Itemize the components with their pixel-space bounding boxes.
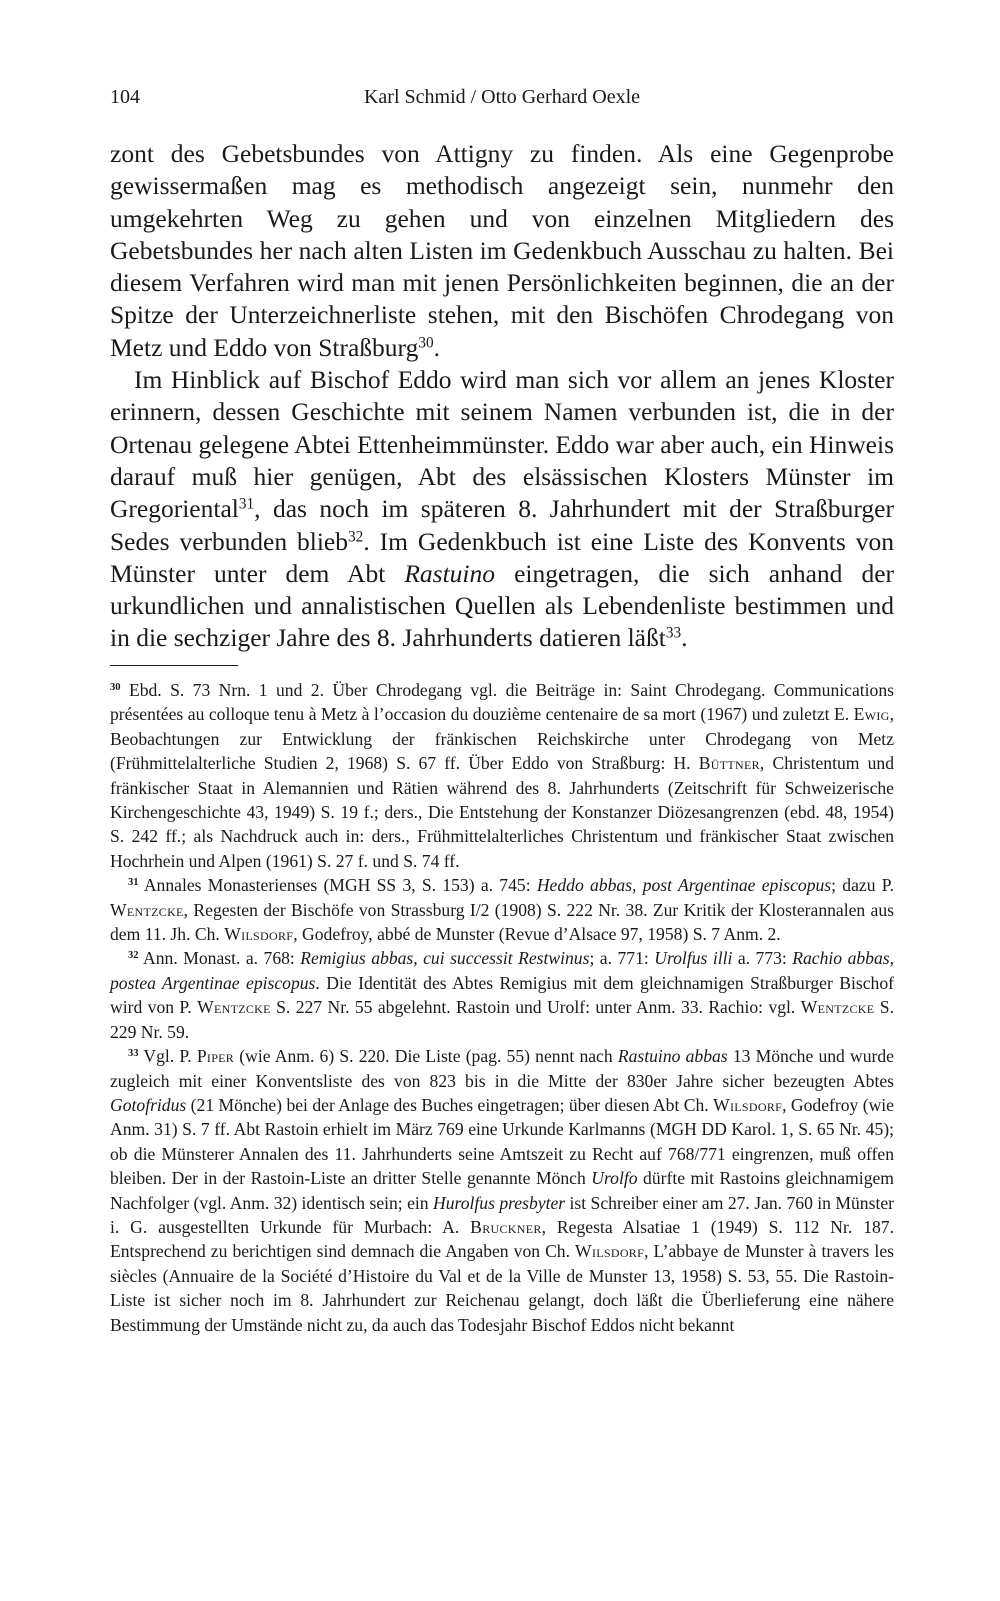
footnote-30 bbox=[110, 678, 894, 873]
author-name: Wilsdorf bbox=[575, 1241, 645, 1262]
italic-name: Rastuino bbox=[404, 558, 496, 588]
footnote-ref-30: 30 bbox=[418, 334, 434, 352]
author-name: Wilsdorf bbox=[713, 1094, 783, 1115]
body-text bbox=[110, 138, 894, 655]
author-name: Ewig bbox=[853, 704, 890, 725]
text-run: S. 227 Nr. 55 abgelehnt. Rastoin und Urolf: unter Anm. 33. Rachio: vgl. bbox=[270, 997, 801, 1018]
text-run: , Godefroy, abbé de Munster (Revue d’Alsace 97, 1958) S. 7 Anm. 2. bbox=[293, 924, 781, 945]
text-run: . Die Identität des Abtes Remigius mit dem gleichnamigen Straßburger Bischof wird von P. bbox=[110, 972, 894, 1018]
italic-quote: Urolfo bbox=[591, 1168, 638, 1189]
text-run: . bbox=[681, 623, 688, 653]
text-run: Annales Monasterienses (MGH SS 3, S. 153) a. 745: bbox=[138, 875, 537, 896]
text-run: eingetragen, die sich anhand der urkundlichen und annalistischen Quellen als Lebendenliste bestimmen und in die sechziger Jahre des 8. Jahrhunderts datieren läßt bbox=[110, 558, 895, 653]
text-run: zont des Gebetsbundes von Attigny zu finden. Als eine Gegenprobe gewissermaßen mag es methodisch angezeigt sein, nunmehr den umgekehrten Weg zu gehen und von einzelnen Mitgliedern des Gebetsbundes her nach alten Listen im Gedenkbuch Ausschau zu halten. Bei diesem Verfahren wird man mit jenen Persönlichkeiten beginnen, die an der Spitze der Unterzeichnerliste stehen, mit den Bischöfen Chrodegang von Metz und Eddo von Straßburg bbox=[110, 139, 894, 362]
text-run: , Christentum und fränkischer Staat in Alemannien und Rätien während des 8. Jahrhunderts (Zeitschrift für Schweizerische Kirchengeschichte 43, 1949) S. 19 f.; ders., Die Entstehung der Konstanzer Diözesangrenzen (ebd. 48, 1954) S. 242 ff.; als Nachdruck auch in: ders., Frühmittelalterliches Christentum und fränkischer Staat zwischen Hochrhein und Alpen (1961) S. 27 f. und S. 74 ff. bbox=[110, 753, 894, 871]
text-run: , Regesta Alsatiae 1 (1949) S. 112 Nr. 187. Entsprechend zu berichtigen sind demnach die Angaben von Ch. bbox=[110, 1216, 894, 1262]
text-run: a. 773: bbox=[732, 948, 793, 969]
running-header bbox=[110, 86, 894, 116]
footnote-32 bbox=[110, 946, 894, 1044]
footnote-33 bbox=[110, 1044, 894, 1337]
italic-quote: Urolfus illi bbox=[654, 948, 733, 969]
text-run: dürfte mit Rastoins gleichnamigem Nachfolger (vgl. Anm. 32) identisch sein; ein bbox=[110, 1168, 894, 1213]
running-title: Karl Schmid / Otto Gerhard Oexle bbox=[363, 86, 641, 108]
italic-quote: Rachio abbas, postea Argentinae episcopus bbox=[110, 948, 894, 993]
text-run: Ebd. S. 73 Nrn. 1 und 2. Über Chrodegang vgl. die Beiträge in: Saint Chrodegang. Communications présentées au colloque tenu à Metz à l’occasion du douzième centenaire de sa mort (1967) und zuletzt E. bbox=[110, 680, 894, 725]
text-run: , das noch im späteren 8. Jahrhundert mit der Straßburger Sedes verbunden blieb bbox=[110, 494, 894, 556]
italic-quote: Heddo abbas, post Argentinae episcopus bbox=[536, 875, 832, 896]
italic-quote: Gotofridus bbox=[110, 1094, 187, 1115]
author-name: Piper bbox=[196, 1046, 235, 1067]
text-run: . bbox=[433, 332, 441, 362]
text-run: , Regesten der Bischöfe von Strassburg I/2 (1908) S. 222 Nr. 38. Zur Kritik der Klosterannalen aus dem 11. Jh. Ch. bbox=[110, 899, 894, 945]
text-run: ; dazu P. bbox=[831, 875, 894, 896]
text-run: ; a. 771: bbox=[589, 948, 655, 969]
author-name: Wentzcke bbox=[800, 997, 875, 1018]
text-run: (21 Mönche) bei der Anlage des Buches eingetragen; über diesen Abt Ch. bbox=[186, 1094, 714, 1115]
text-run: Im Hinblick auf Bischof Eddo wird man sich vor allem an jenes Kloster erinnern, dessen Geschichte mit seinem Namen verbunden ist, die in der Ortenau gelegene Abtei Ettenheimmünster. Eddo war aber auch, ein Hinweis darauf muß hier genügen, Abt des elsässischen Klosters Münster im Gregoriental bbox=[110, 365, 894, 524]
text-run: S. 229 Nr. 59. bbox=[110, 997, 894, 1042]
text-run: , L’abbaye de Munster à travers les siècles (Annuaire de la Société d’Histoire du Val et de la Ville de Munster 13, 1958) S. 53, 55. Die Rastoin-Liste ist sicher noch im 8. Jahrhundert zur Reichenau gelangt, doch läßt die Überlieferung eine nähere Bestimmung der Umstände nicht zu, da auch das Todesjahr Bischof Eddos nicht bekannt bbox=[110, 1241, 894, 1335]
body-paragraph bbox=[110, 138, 894, 364]
author-name: Wilsdorf bbox=[224, 924, 294, 945]
footnotes bbox=[110, 678, 894, 1337]
body-paragraph bbox=[110, 364, 894, 655]
footnote-mark: 33 bbox=[128, 1048, 139, 1060]
italic-quote: Remigius abbas, cui successit Restwinus bbox=[300, 948, 590, 969]
footnote-divider bbox=[110, 665, 238, 666]
footnote-mark: 30 bbox=[110, 682, 121, 694]
text-run: ist Schreiber einer am 27. Jan. 760 in Münster i. G. ausgestellten Urkunde für Murbach: A. bbox=[110, 1192, 895, 1237]
author-name: Wentzcke bbox=[197, 997, 271, 1018]
page-number: 104 bbox=[110, 86, 140, 108]
italic-quote: Hurolfus presbyter bbox=[433, 1192, 566, 1213]
footnote-mark: 31 bbox=[128, 877, 139, 889]
author-name: Wentzcke bbox=[110, 899, 184, 920]
text-run: 13 Mönche und wurde zugleich mit einer Konventsliste des von 823 bis in die Mitte der 830er Jahre sicher bezeugten Abtes bbox=[110, 1046, 894, 1091]
author-name: Bruckner bbox=[470, 1216, 542, 1237]
text-run: Ann. Monast. a. 768: bbox=[138, 948, 301, 969]
footnote-31 bbox=[110, 873, 894, 946]
text-run: , Godefroy (wie Anm. 31) S. 7 ff. Abt Rastoin erhielt im März 769 eine Urkunde Karlmanns (MGH DD Karol. 1, S. 65 Nr. 45); ob die Münsterer Annalen des 11. Jahrhunderts seine Amtszeit zu Recht auf 768/771 eingrenzen, muß offen bleiben. Der in der Rastoin-Liste an dritter Stelle genannte Mönch bbox=[110, 1094, 894, 1189]
footnote-ref-31: 31 bbox=[238, 495, 255, 513]
footnote-mark: 32 bbox=[128, 950, 139, 962]
text-run: . Im Gedenkbuch ist eine Liste des Konvents von Münster unter dem Abt bbox=[110, 526, 895, 588]
footnote-ref-32: 32 bbox=[348, 528, 364, 546]
author-name: Büttner bbox=[698, 753, 760, 774]
text-run: , Beobachtungen zur Entwicklung der fränkischen Reichskirche unter Chrodegang von Metz (Frühmittelalterliche Studien 2, 1968) S. 67 ff. Über Eddo von Straßburg: H. bbox=[110, 704, 894, 774]
footnote-ref-33: 33 bbox=[665, 625, 682, 643]
text-run: (wie Anm. 6) S. 220. Die Liste (pag. 55) nennt nach bbox=[234, 1046, 618, 1067]
text-run: Vgl. P. bbox=[138, 1046, 197, 1067]
italic-quote: Rastuino abbas bbox=[617, 1046, 728, 1067]
